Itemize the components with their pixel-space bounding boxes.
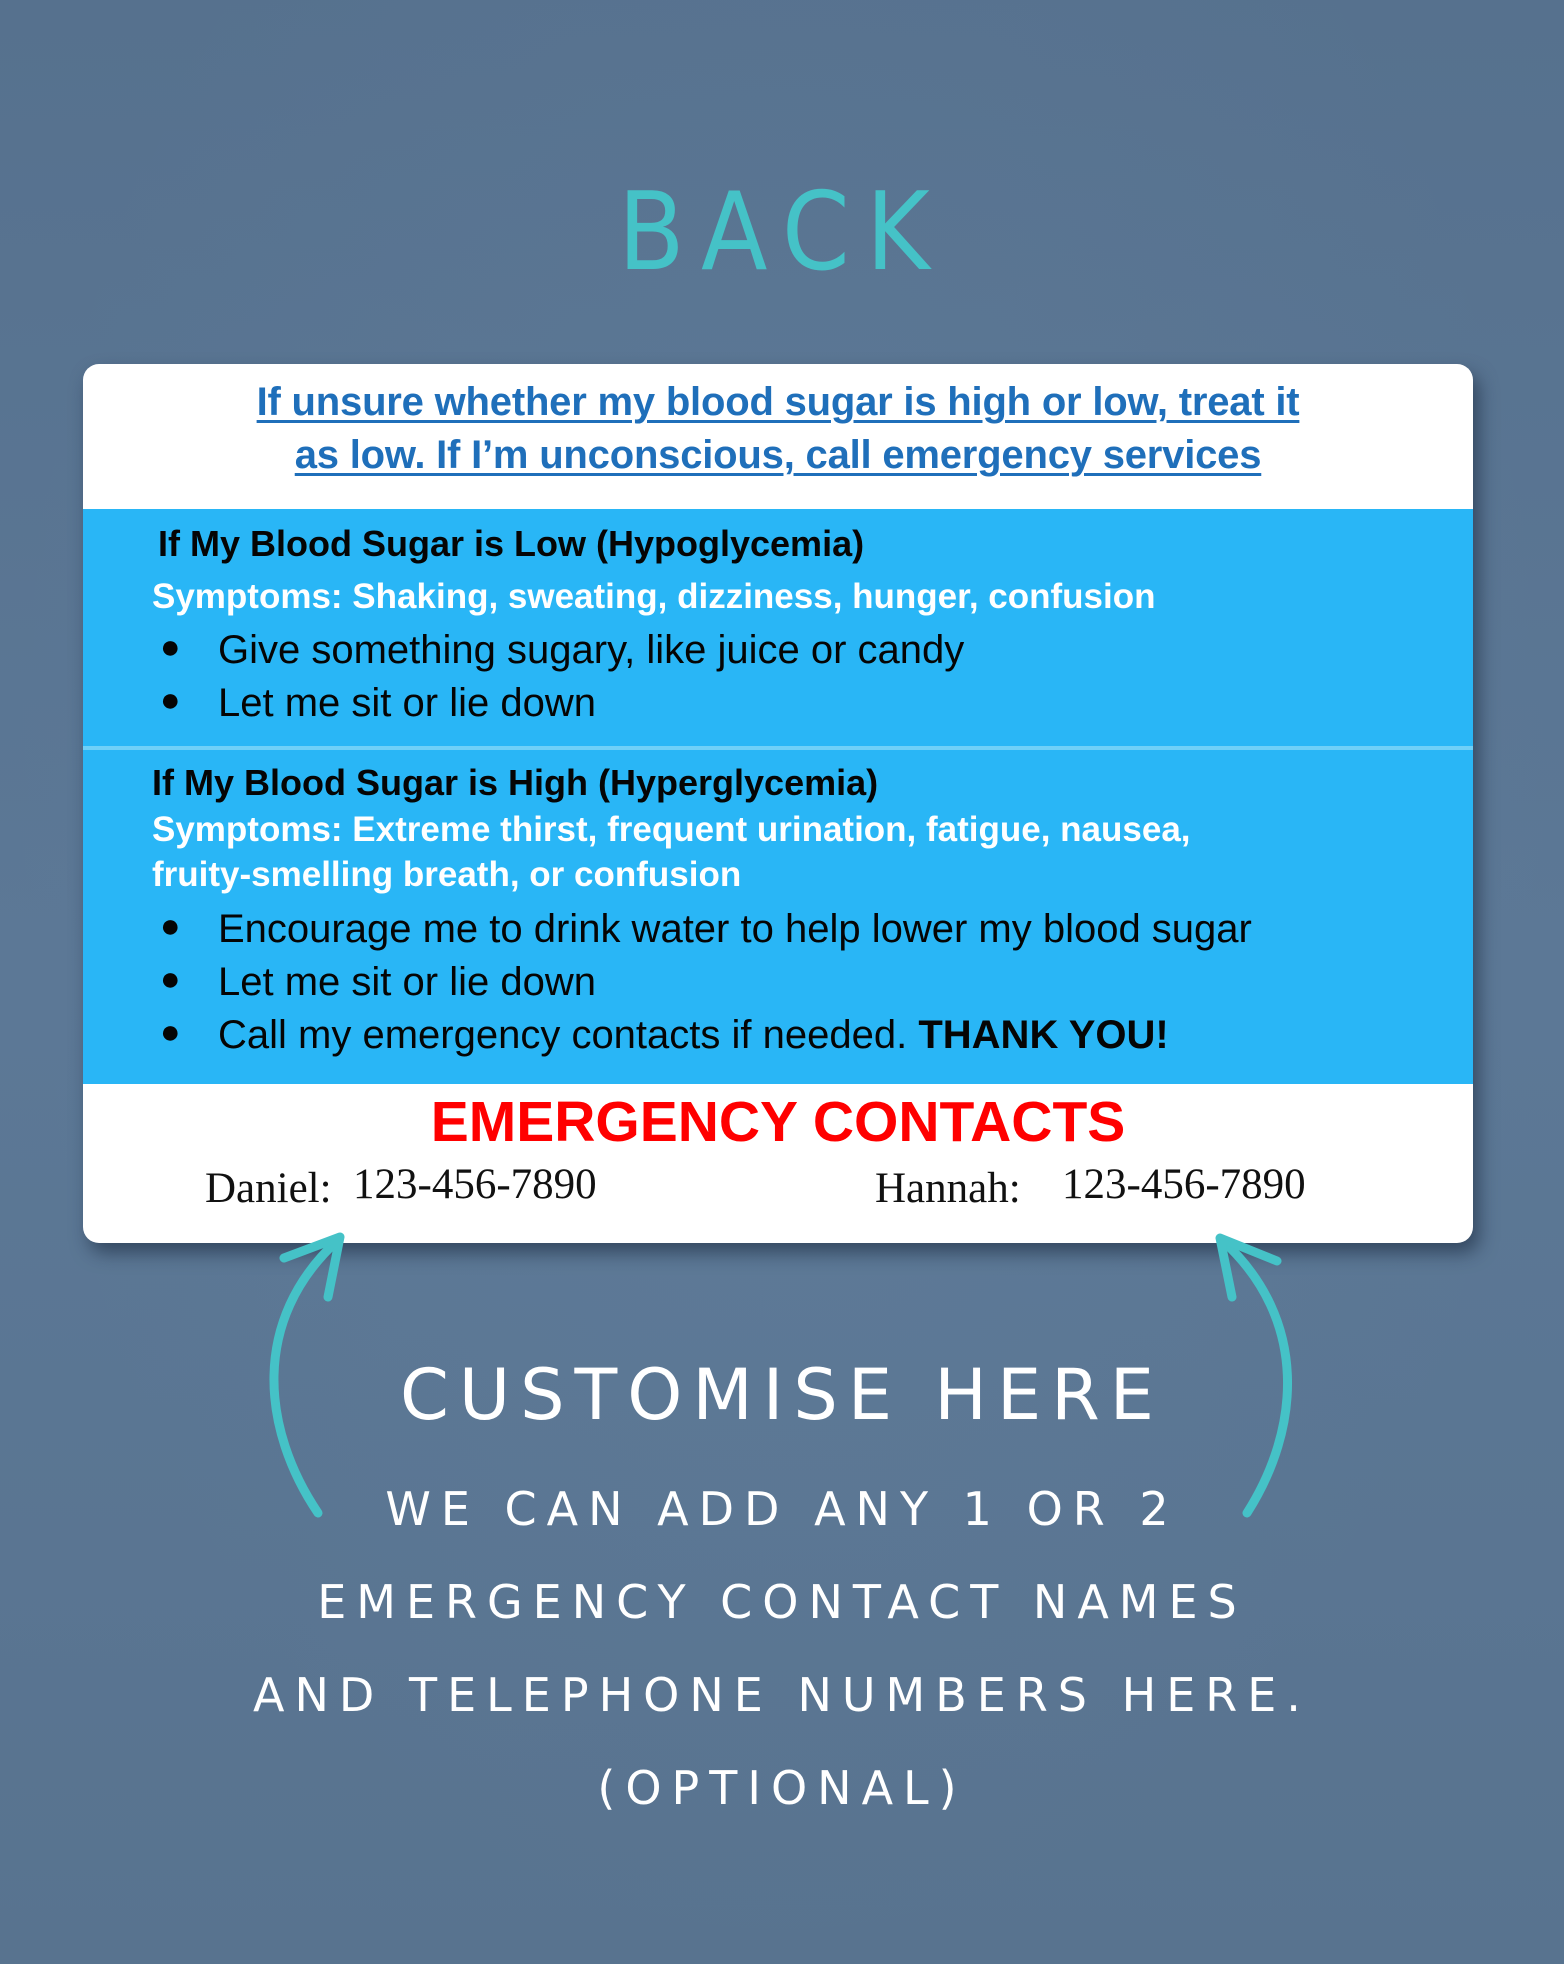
page-title: BACK (618, 170, 946, 295)
emergency-contacts-title: EMERGENCY CONTACTS (430, 1090, 1126, 1154)
bullet-text: Encourage me to drink water to help lower my blood sugar (218, 907, 1252, 951)
bullet-text: Call my emergency contacts if needed. (218, 1013, 908, 1057)
warning-line-1: If unsure whether my blood sugar is high or low, treat it (256, 380, 1300, 424)
customise-line-2: EMERGENCY CONTACT NAMES (317, 1575, 1247, 1629)
bullet-text: Give something sugary, like juice or candy (218, 628, 965, 672)
low-symptoms: Symptoms: Shaking, sweating, dizziness, hunger, confusion (152, 577, 1156, 616)
customise-line-1: WE CAN ADD ANY 1 OR 2 (385, 1482, 1179, 1536)
bullet-text: Let me sit or lie down (218, 960, 596, 1004)
low-section-title: If My Blood Sugar is Low (Hypoglycemia) (158, 523, 865, 564)
customise-line-4: (OPTIONAL) (597, 1761, 967, 1815)
contact-2-name: Hannah: (875, 1165, 1021, 1212)
bullet-dot-icon: ● (160, 681, 181, 719)
high-symptoms-line-1: Symptoms: Extreme thirst, frequent urination, fatigue, nausea, (152, 810, 1191, 849)
customise-line-3: AND TELEPHONE NUMBERS HERE. (253, 1668, 1311, 1722)
bullet-dot-icon: ● (160, 628, 181, 666)
bullet-dot-icon: ● (160, 907, 181, 945)
contact-2-phone: 123-456-7890 (1062, 1161, 1306, 1208)
contact-1-phone: 123-456-7890 (353, 1161, 597, 1208)
bullet-dot-icon: ● (160, 1013, 181, 1051)
high-symptoms-line-2: fruity-smelling breath, or confusion (152, 855, 742, 894)
warning-line-2: as low. If I’m unconscious, call emergency services (294, 433, 1262, 477)
bullet-dot-icon: ● (160, 960, 181, 998)
contact-1-name: Daniel: (205, 1165, 332, 1212)
thank-you-text: THANK YOU! (918, 1013, 1169, 1057)
bullet-text: Let me sit or lie down (218, 681, 596, 725)
high-section-title: If My Blood Sugar is High (Hyperglycemia) (152, 762, 879, 803)
customise-heading: CUSTOMISE HERE (399, 1354, 1165, 1436)
